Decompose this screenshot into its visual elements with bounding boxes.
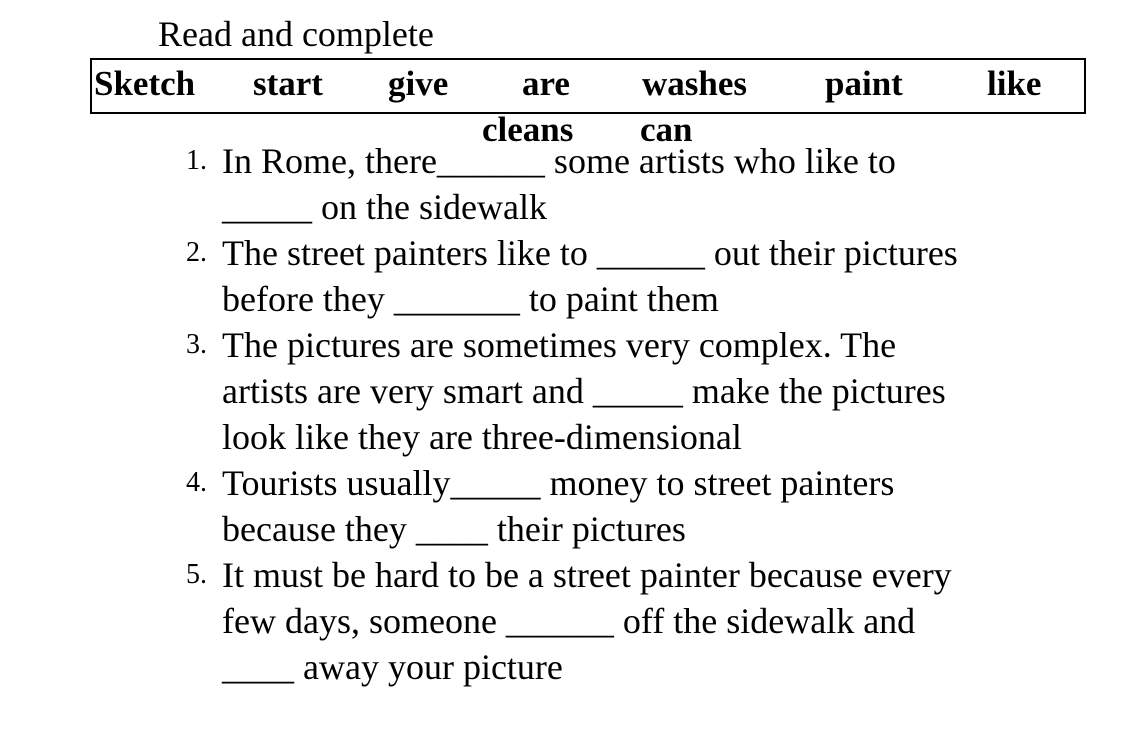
question-item — [186, 322, 1086, 460]
word-bank-item: paint — [825, 64, 903, 103]
word-bank-item: cleans — [482, 110, 574, 149]
question-item — [186, 460, 1086, 552]
question-number: 2. — [186, 237, 207, 268]
question-text-line: few days, someone ______ off the sidewalk and — [222, 601, 916, 641]
word-bank-box — [90, 58, 1086, 114]
question-item — [186, 230, 1086, 322]
question-number: 5. — [186, 559, 207, 590]
question-list — [186, 138, 1086, 690]
question-number: 3. — [186, 329, 207, 360]
question-text-line: artists are very smart and _____ make the pictures — [222, 371, 946, 411]
question-text-line: ____ away your picture — [222, 647, 563, 687]
question-text-line: It must be hard to be a street painter because every — [222, 555, 952, 595]
word-bank-item: can — [640, 110, 693, 149]
question-text-line: before they _______ to paint them — [222, 279, 719, 319]
word-bank-item: start — [253, 64, 323, 103]
word-bank-item: are — [522, 64, 570, 103]
word-bank-item: Sketch — [94, 64, 196, 103]
question-text-line: The pictures are sometimes very complex. The — [222, 325, 897, 365]
question-text-line: Tourists usually_____ money to street painters — [222, 463, 895, 503]
question-text-line: look like they are three-dimensional — [222, 417, 742, 457]
page-title: Read and complete — [158, 14, 434, 54]
question-number: 4. — [186, 467, 207, 498]
question-item — [186, 138, 1086, 230]
word-bank-item: give — [388, 64, 449, 103]
question-text-line: _____ on the sidewalk — [222, 187, 547, 227]
word-bank-item: like — [987, 64, 1042, 103]
question-text-line: because they ____ their pictures — [222, 509, 686, 549]
question-text-line: In Rome, there______ some artists who like to — [222, 141, 896, 181]
question-text-line: The street painters like to ______ out their pictures — [222, 233, 958, 273]
question-number: 1. — [186, 145, 207, 176]
word-bank-item: washes — [642, 64, 748, 103]
question-item — [186, 552, 1086, 690]
